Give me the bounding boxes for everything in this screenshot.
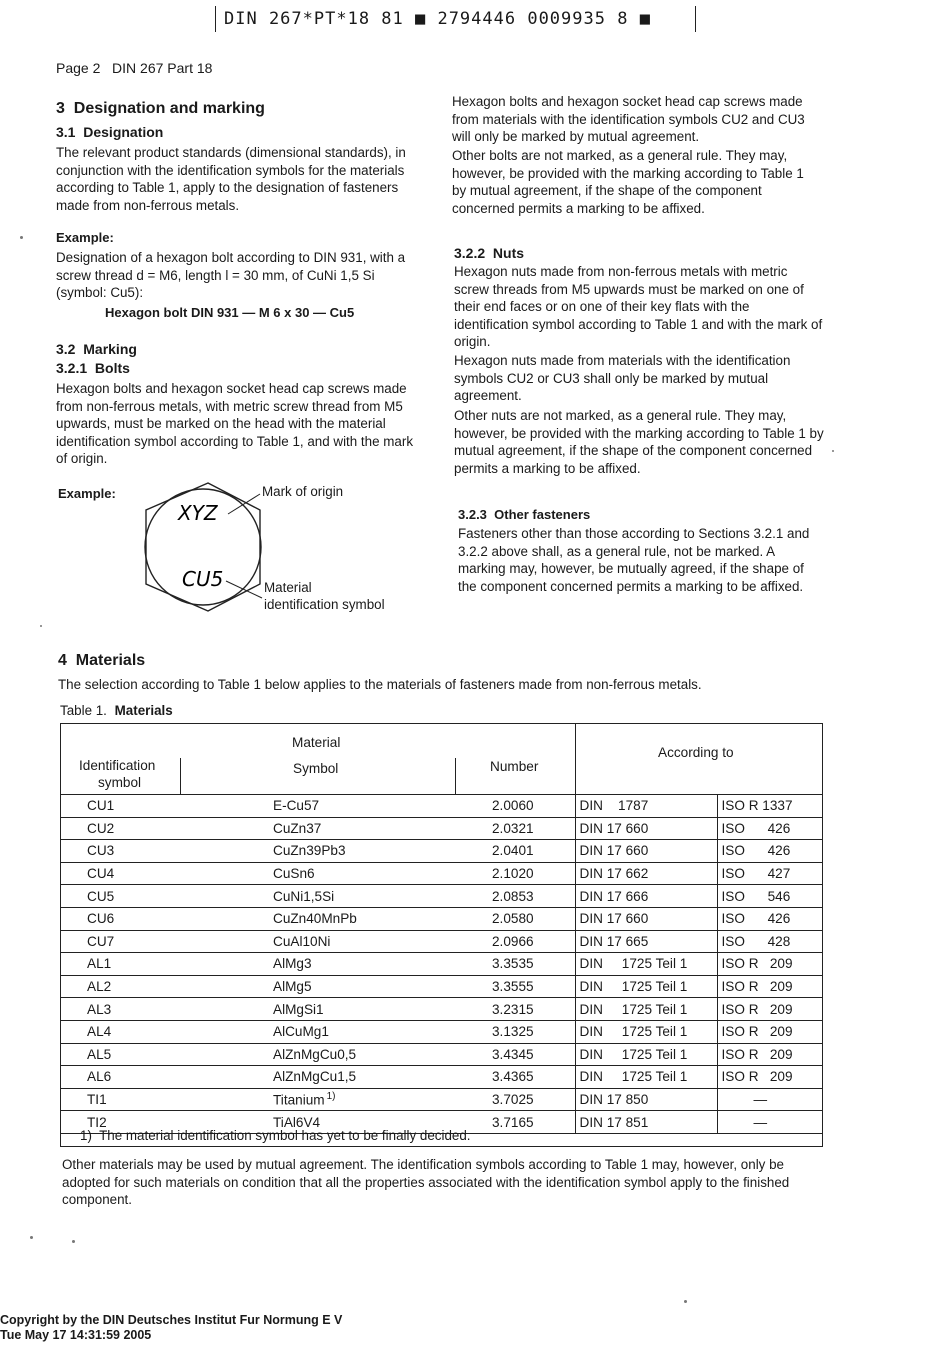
ident-cell (61, 1066, 180, 1089)
origin-mark-text: XYZ (178, 501, 218, 525)
section-3-1-title: 3.1 Designation (56, 124, 164, 140)
materials-table-body (61, 794, 822, 1135)
symbol-cell-text: CuZn37 (273, 820, 322, 836)
symbol-cell-text: CuZn39Pb3 (273, 843, 346, 859)
number-cell-text: 2.1020 (492, 866, 534, 882)
din-cell (575, 953, 717, 976)
nuts-text-3: Other nuts are not marked, as a general rule. They may, however, be provided with the marking according to Table 1 by mutual agreement, if the shape of the component concerned permits a marking to be affixed. (454, 408, 824, 476)
din-cell-text: DIN 17 851 (579, 1114, 649, 1130)
iso-cell-text: ISO R 209 (721, 1046, 793, 1062)
iso-cell (717, 1066, 822, 1089)
number-cell (455, 1111, 575, 1134)
iso-cell (717, 1020, 822, 1043)
scan-speck (684, 1300, 687, 1303)
number-cell-text: 2.0966 (492, 933, 534, 949)
number-cell-text: 3.3535 (492, 956, 534, 972)
din-cell-text: DIN 17 850 (579, 1092, 649, 1108)
callout-mark-of-origin: Mark of origin (262, 484, 344, 499)
head-according-to: According to (658, 745, 734, 760)
ident-cell-text: AL4 (87, 1024, 112, 1040)
iso-cell-text: ISO 428 (721, 933, 791, 949)
symbol-cell-text: TiAl6V4 (273, 1114, 321, 1130)
table-row (61, 817, 822, 840)
example-label: Example: (56, 230, 114, 245)
iso-cell (717, 840, 822, 863)
din-cell-text: DIN 17 666 (579, 888, 649, 904)
number-cell-text: 2.0060 (492, 798, 534, 814)
number-cell (455, 817, 575, 840)
section-3-2-1-text: Hexagon bolts and hexagon socket head cap screws made from non-ferrous metals, with metric screw thread from M5 upwards, must be marked on the head with the material identification symbol according to Table 1, and with the mark of origin. (56, 381, 414, 467)
nuts-text-2: Hexagon nuts made from materials with the identification symbols CU2 or CU3 shall only be marked by mutual agreement. (454, 353, 791, 404)
ident-cell (61, 1043, 180, 1066)
iso-cell (717, 975, 822, 998)
number-cell-text: 3.3555 (492, 979, 534, 995)
ident-cell-text: CU3 (87, 843, 115, 859)
ident-cell (61, 975, 180, 998)
symbol-cell (180, 862, 455, 885)
head-symbol: Symbol (293, 761, 339, 776)
symbol-cell-text: CuNi1,5Si (273, 888, 335, 904)
table-caption-number: Table 1. (60, 703, 107, 718)
section-3-2-1-title: 3.2.1 Bolts (56, 360, 130, 376)
section-4-intro: The selection according to Table 1 below applies to the materials of fasteners made from non-ferrous metals. (58, 677, 702, 692)
symbol-cell-text: AlMg3 (273, 956, 312, 972)
number-cell-text: 3.7025 (492, 1092, 534, 1108)
iso-cell-text: ISO R 209 (721, 956, 793, 972)
number-cell (455, 930, 575, 953)
din-cell (575, 998, 717, 1021)
head-material: Material (292, 735, 341, 750)
header-rule-right (695, 6, 696, 32)
ident-cell (61, 817, 180, 840)
symbol-cell-text: Titanium (273, 1092, 325, 1108)
din-cell (575, 840, 717, 863)
iso-cell-text: ISO 426 (721, 843, 791, 859)
number-cell (455, 862, 575, 885)
iso-cell-text: ISO 426 (721, 911, 791, 927)
symbol-cell-text: CuZn40MnPb (273, 911, 357, 927)
symbol-cell (180, 885, 455, 908)
symbol-cell (180, 953, 455, 976)
table-footnote: 1) The material identification symbol has yet to be finally decided. (80, 1128, 471, 1143)
ident-cell-text: AL1 (87, 956, 112, 972)
ident-cell-text: CU6 (87, 911, 115, 927)
symbol-cell (180, 907, 455, 930)
number-cell-text: 2.0580 (492, 911, 534, 927)
ident-cell (61, 953, 180, 976)
iso-cell-text: ISO R 1337 (721, 798, 793, 814)
scan-speck (20, 236, 23, 239)
table-row (61, 1043, 822, 1066)
iso-cell-text: — (753, 1114, 768, 1130)
other-fasteners-text: Fasteners other than those according to Sections 3.2.1 and 3.2.2 above shall, as a general rule, not be marked. A marking may, however, be mutually agreed, if the shape of the component concerned permits a marking to be affixed. (458, 526, 810, 594)
symbol-cell-text: AlZnMgCu1,5 (273, 1069, 357, 1085)
figure-example-label: Example: (58, 486, 116, 501)
section-3-2-2-title: 3.2.2 Nuts (454, 245, 525, 261)
din-cell-text: DIN 17 662 (579, 866, 649, 882)
symbol-cell (180, 975, 455, 998)
table-caption-name: Materials (114, 703, 173, 718)
iso-cell-text: ISO 427 (721, 866, 791, 882)
din-cell-text: DIN 1725 Teil 1 (579, 1024, 688, 1040)
number-cell (455, 975, 575, 998)
document-code-header: DIN 267*PT*18 81 ■ 2794446 0009935 8 ■ (224, 9, 651, 29)
bolts-agreement-text: Hexagon bolts and hexagon socket head cap screws made from materials with the identification symbols CU2 and CU3 will only be marked by mutual agreement. (452, 94, 805, 145)
iso-cell-text: ISO 546 (721, 888, 791, 904)
iso-cell (717, 1043, 822, 1066)
din-cell (575, 795, 717, 818)
symbol-cell (180, 1066, 455, 1089)
footnote-marker: 1) (326, 1091, 336, 1103)
table-row (61, 862, 822, 885)
table-row (61, 840, 822, 863)
table-row (61, 885, 822, 908)
ident-cell-text: TI2 (87, 1114, 107, 1130)
table-row (61, 975, 822, 998)
col-divider-1 (180, 758, 181, 795)
ident-cell-text: CU2 (87, 820, 115, 836)
din-cell-text: DIN 17 660 (579, 911, 649, 927)
din-cell (575, 1111, 717, 1134)
number-cell (455, 795, 575, 818)
din-cell-text: DIN 17 660 (579, 843, 649, 859)
page-label: Page 2 DIN 267 Part 18 (56, 60, 213, 76)
ident-cell (61, 930, 180, 953)
bolts-other-text: Other bolts are not marked, as a general rule. They may, however, be provided with the marking according to Table 1 by mutual agreement, if the shape of the component concerned permits a marking to be affixed. (452, 148, 804, 216)
symbol-cell-text: AlMgSi1 (273, 1001, 324, 1017)
number-cell (455, 1020, 575, 1043)
table-row (61, 930, 822, 953)
ident-cell (61, 1088, 180, 1111)
iso-cell-text: — (753, 1092, 768, 1108)
number-cell (455, 998, 575, 1021)
material-leader-line (226, 581, 262, 598)
iso-cell (717, 885, 822, 908)
number-cell (455, 953, 575, 976)
ident-cell (61, 998, 180, 1021)
symbol-cell (180, 795, 455, 818)
table-row (61, 907, 822, 930)
scan-speck (40, 625, 42, 627)
number-cell (455, 1043, 575, 1066)
table-row (61, 1088, 822, 1111)
iso-cell-text: ISO R 209 (721, 1001, 793, 1017)
header-rule-left (215, 6, 216, 32)
symbol-cell (180, 930, 455, 953)
ident-cell (61, 795, 180, 818)
section-3-title: 3 Designation and marking (56, 100, 265, 117)
symbol-cell (180, 1043, 455, 1066)
din-cell-text: DIN 1725 Teil 1 (579, 1046, 688, 1062)
din-cell (575, 907, 717, 930)
scan-speck (72, 1240, 75, 1243)
ident-cell-text: AL3 (87, 1001, 112, 1017)
iso-cell (717, 907, 822, 930)
number-cell (455, 1088, 575, 1111)
closing-text: Other materials may be used by mutual agreement. The identification symbols according to Table 1 may, however, only be adopted for such materials on condition that all the properties associated with the identification symbol apply to the finished component. (62, 1157, 790, 1208)
din-cell (575, 817, 717, 840)
symbol-cell-text: AlZnMgCu0,5 (273, 1046, 357, 1062)
number-cell-text: 3.7165 (492, 1114, 534, 1130)
din-cell-text: DIN 1787 (579, 798, 649, 814)
iso-cell (717, 1111, 822, 1134)
number-cell-text: 2.0853 (492, 888, 534, 904)
symbol-cell (180, 998, 455, 1021)
ident-cell (61, 862, 180, 885)
din-cell-text: DIN 1725 Teil 1 (579, 1001, 688, 1017)
table-row (61, 998, 822, 1021)
head-ident-2: symbol (98, 775, 142, 790)
din-cell (575, 930, 717, 953)
number-cell (455, 907, 575, 930)
symbol-cell (180, 1088, 455, 1111)
callout-identification-symbol: identification symbol (264, 597, 385, 612)
number-cell (455, 840, 575, 863)
symbol-cell-text: E-Cu57 (273, 798, 320, 814)
table-row (61, 1066, 822, 1089)
din-cell-text: DIN 1725 Teil 1 (579, 979, 688, 995)
section-3-2-3-title: 3.2.3 Other fasteners (458, 507, 591, 522)
symbol-cell-text: CuAl10Ni (273, 933, 331, 949)
example-text: Designation of a hexagon bolt according to DIN 931, with a screw thread d = M6, length l = 30 mm, of CuNi 1,5 Si (symbol: Cu5): (56, 250, 406, 301)
section-3-1-text: The relevant product standards (dimensional standards), in conjunction with the identification symbols for the materials according to Table 1, apply to the designation of fasteners made from non-ferrous metals. (56, 145, 406, 213)
material-symbol-text: CU5 (182, 567, 224, 591)
ident-cell-text: CU1 (87, 798, 115, 814)
iso-cell (717, 930, 822, 953)
head-ident-1: Identification (79, 758, 156, 773)
number-cell-text: 2.0401 (492, 843, 534, 859)
din-cell (575, 1088, 717, 1111)
din-cell (575, 1020, 717, 1043)
din-cell (575, 862, 717, 885)
callout-material: Material (264, 580, 312, 595)
number-cell-text: 2.0321 (492, 820, 534, 836)
ident-cell-text: AL5 (87, 1046, 112, 1062)
iso-cell-text: ISO R 209 (721, 1069, 793, 1085)
ident-cell-text: CU5 (87, 888, 115, 904)
iso-cell (717, 817, 822, 840)
scan-speck (30, 1236, 33, 1239)
symbol-cell-text: CuSn6 (273, 866, 315, 882)
symbol-cell (180, 817, 455, 840)
iso-cell (717, 998, 822, 1021)
number-cell (455, 885, 575, 908)
col-divider-3 (575, 724, 576, 795)
symbol-cell (180, 1020, 455, 1043)
iso-cell-text: ISO R 209 (721, 1024, 793, 1040)
symbol-cell-text: AlMg5 (273, 979, 312, 995)
number-cell-text: 3.2315 (492, 1001, 534, 1017)
ident-cell (61, 907, 180, 930)
iso-cell (717, 1088, 822, 1111)
din-cell (575, 1066, 717, 1089)
section-4-title: 4 Materials (58, 652, 146, 669)
timestamp-line: Tue May 17 14:31:59 2005 (0, 1328, 152, 1342)
section-3-2-title: 3.2 Marking (56, 341, 137, 357)
number-cell-text: 3.4365 (492, 1069, 534, 1085)
ident-cell-text: CU7 (87, 933, 115, 949)
ident-cell-text: TI1 (87, 1092, 107, 1108)
table-row (61, 953, 822, 976)
materials-table (61, 794, 822, 1135)
ident-cell (61, 1020, 180, 1043)
symbol-cell-text: AlCuMg1 (273, 1024, 329, 1040)
din-cell (575, 1043, 717, 1066)
din-cell-text: DIN 17 665 (579, 933, 649, 949)
din-cell-text: DIN 17 660 (579, 820, 649, 836)
nuts-text-1: Hexagon nuts made from non-ferrous metals with metric screw threads from M5 upwards must be marked on one of their end faces or on one of their key flats with the identification symbol according to Table 1 and with the mark of origin. (454, 264, 823, 350)
iso-cell (717, 953, 822, 976)
iso-cell-text: ISO 426 (721, 820, 791, 836)
ident-cell-text: AL2 (87, 979, 112, 995)
iso-cell (717, 795, 822, 818)
iso-cell-text: ISO R 209 (721, 979, 793, 995)
number-cell-text: 3.4345 (492, 1046, 534, 1062)
din-cell (575, 975, 717, 998)
number-cell (455, 1066, 575, 1089)
scan-speck (832, 450, 834, 452)
ident-cell-text: CU4 (87, 866, 115, 882)
head-number: Number (490, 759, 539, 774)
symbol-cell (180, 840, 455, 863)
table-row (61, 795, 822, 818)
din-cell-text: DIN 1725 Teil 1 (579, 1069, 688, 1085)
din-cell (575, 885, 717, 908)
din-cell-text: DIN 1725 Teil 1 (579, 956, 688, 972)
col-divider-2 (455, 758, 456, 795)
table-row (61, 1020, 822, 1043)
example-designation: Hexagon bolt DIN 931 — M 6 x 30 — Cu5 (105, 305, 355, 320)
iso-cell (717, 862, 822, 885)
ident-cell-text: AL6 (87, 1069, 112, 1085)
number-cell-text: 3.1325 (492, 1024, 534, 1040)
copyright-line: Copyright by the DIN Deutsches Institut Fur Normung E V (0, 1313, 343, 1327)
ident-cell (61, 840, 180, 863)
ident-cell (61, 885, 180, 908)
table-caption (60, 703, 173, 718)
